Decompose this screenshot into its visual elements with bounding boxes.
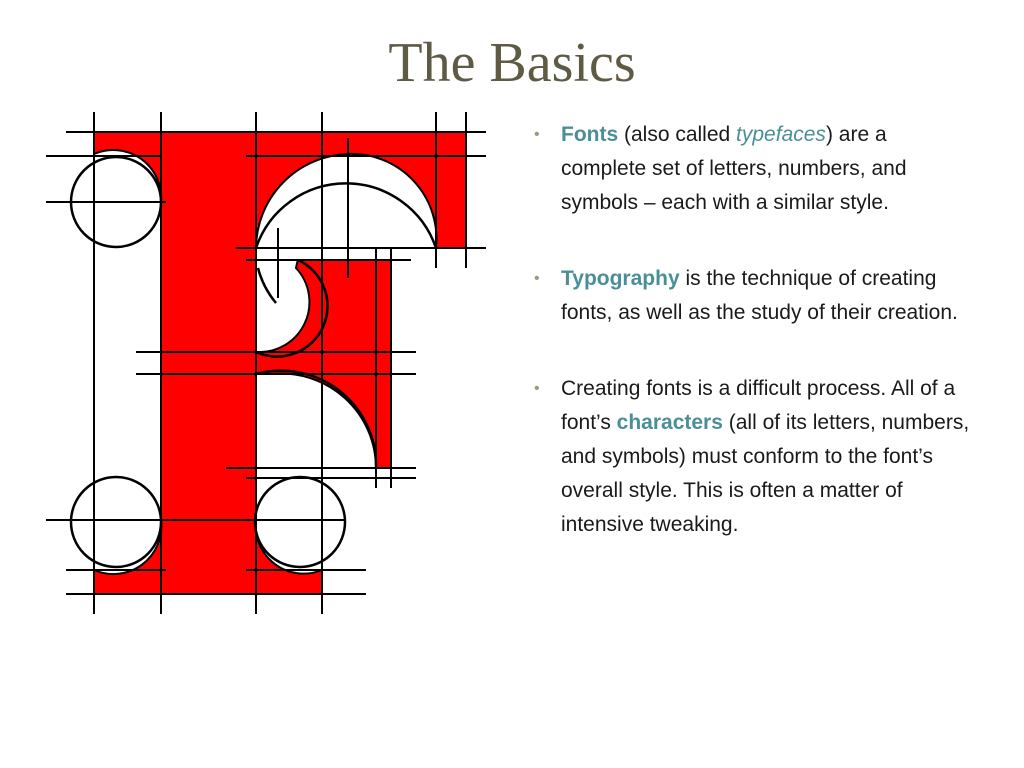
bullet-item-creating-fonts (530, 372, 970, 542)
keyword-fonts: Fonts (561, 123, 619, 146)
slide-title: The Basics (388, 32, 636, 94)
circle-bottom-right (255, 477, 345, 567)
circle-bottom-left (71, 477, 161, 567)
text-segment: ) are a complete set of letters, numbers, and symbols – each with a similar style. (561, 123, 907, 214)
bullet-dot: • (534, 126, 540, 143)
bullet-text (561, 377, 969, 536)
bullet-text (561, 123, 907, 214)
arc-small (258, 268, 276, 303)
keyword-typefaces: typefaces (736, 123, 826, 146)
text-segment: Creating fonts is a difficult process. All of a font’s (561, 377, 956, 434)
keyword-typography: Typography (561, 267, 680, 290)
text-segment: (all of its letters, numbers, and symbols) must conform to the font’s overall style. This is often a matter of intensive tweaking. (561, 411, 970, 536)
bullet-list (530, 118, 970, 584)
bullet-item-typography (530, 262, 970, 330)
bullet-item-fonts (530, 118, 970, 220)
bullet-dot: • (534, 380, 540, 397)
text-segment: is the technique of creating fonts, as well as the study of their creation. (561, 267, 958, 324)
keyword-characters: characters (616, 411, 723, 434)
text-segment: (also called (618, 123, 737, 146)
arc-upper-serif (256, 183, 436, 248)
letter-f-construction-illustration (46, 108, 486, 618)
bullet-text (561, 267, 958, 324)
bullet-dot: • (534, 270, 540, 287)
